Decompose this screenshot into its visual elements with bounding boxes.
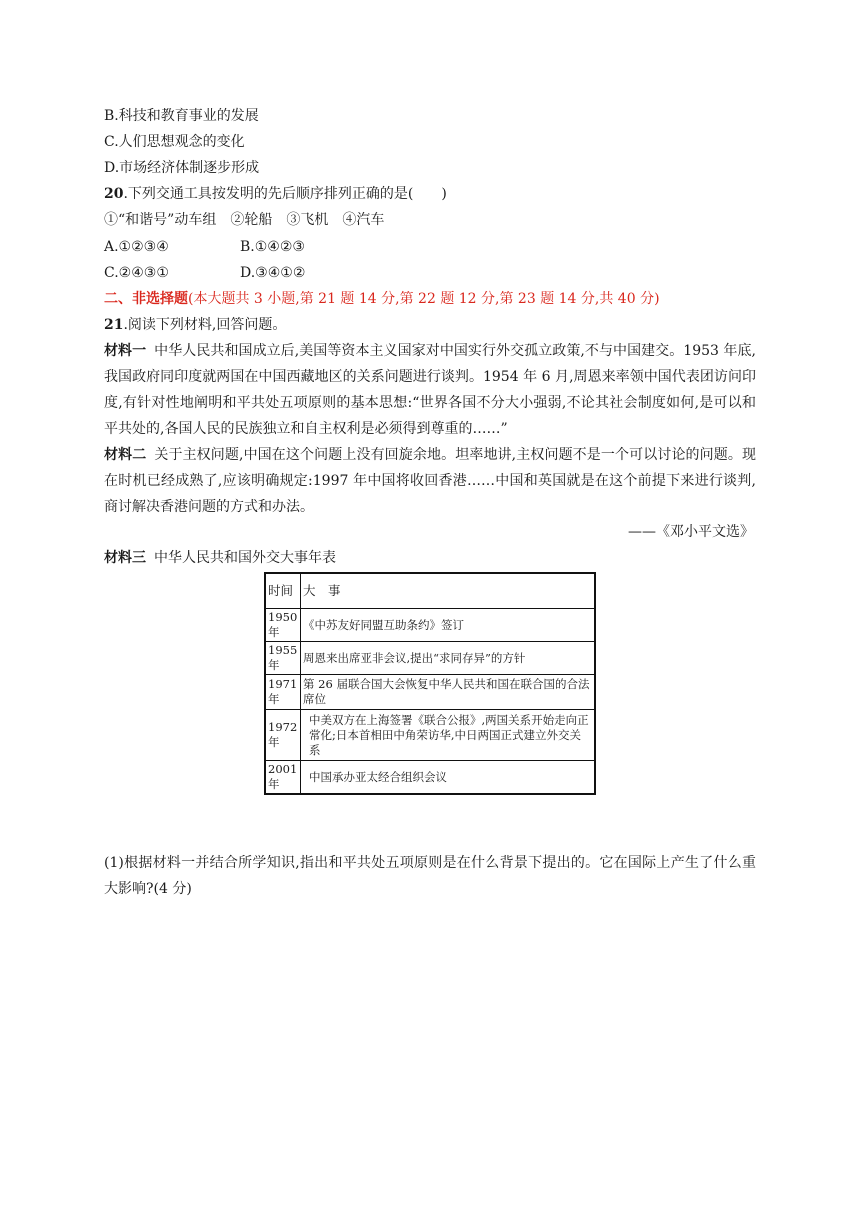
material-1-text: 中华人民共和国成立后,美国等资本主义国家对中国实行外交孤立政策,不与中国建交。1953 年底,我国政府同印度就两国在中国西藏地区的关系问题进行谈判。1954 年 6 月,周恩来率领中国代表团访问印度,有针对性地阐明和平共处五项原则的基本思想:“世界各国不分大小强弱,不论其社会制度如何,是可以和平共处的,各国人民的民族独立和自主权利是必须得到尊重的……”: [104, 343, 756, 437]
table-cell-time: 2001年: [265, 761, 301, 795]
question-20-row2: [104, 263, 306, 283]
table-cell-time: 1950年: [265, 609, 301, 642]
option-d: D.③④①②: [240, 265, 306, 281]
material-1: [104, 338, 756, 442]
option-b-prev: B.科技和教育事业的发展: [104, 108, 259, 124]
material-1-label: 材料一: [104, 343, 147, 359]
table-row: [265, 675, 595, 710]
material-2: [104, 442, 756, 520]
question-20-text: .下列交通工具按发明的先后顺序排列正确的是( ): [123, 186, 447, 202]
table-header-row: [265, 573, 595, 609]
question-20-row1: [104, 237, 305, 257]
table-header-event: 大 事: [301, 573, 596, 609]
table-row: [265, 642, 595, 675]
table-row: [265, 710, 595, 761]
question-21-subquestion-1: (1)根据材料一并结合所学知识,指出和平共处五项原则是在什么背景下提出的。它在国际上产生了什么重大影响?(4 分): [104, 855, 756, 897]
material-2-text: 关于主权问题,中国在这个问题上没有回旋余地。坦率地讲,主权问题不是一个可以讨论的问题。现在时机已经成熟了,应该明确规定:1997 年中国将收回香港……中国和英国就是在这个前提下来进行谈判,商讨解决香港问题的方式和办法。: [104, 447, 757, 515]
table-cell-event: 周恩来出席亚非会议,提出“求同存异”的方针: [301, 642, 596, 675]
option-c-prev: C.人们思想观念的变化: [104, 134, 245, 150]
option-a: A.①②③④: [104, 239, 169, 255]
section-2-heading: [104, 289, 660, 309]
question-20-number: 20: [104, 186, 124, 202]
option-b: B.①④②③: [240, 239, 305, 255]
question-20-items: ①“和谐号”动车组 ②轮船 ③飞机 ④汽车: [104, 212, 385, 228]
option-c: C.②④③①: [104, 265, 169, 281]
material-2-label: 材料二: [104, 447, 147, 463]
section-2-note: (本大题共 3 小题,第 21 题 14 分,第 22 题 12 分,第 23 题 14 分,共 40 分): [188, 291, 660, 307]
material-3-title: 中华人民共和国外交大事年表: [154, 550, 336, 566]
table-cell-time: 1971年: [265, 675, 301, 710]
option-d-prev: D.市场经济体制逐步形成: [104, 160, 260, 176]
table-cell-event: 第 26 届联合国大会恢复中华人民共和国在联合国的合法席位: [301, 675, 596, 710]
material-3-heading: [104, 548, 336, 568]
material-2-source: ——《邓小平文选》: [628, 524, 754, 540]
table-row: [265, 761, 595, 795]
table-header-time: 时间: [265, 573, 301, 609]
question-21-stem: [104, 315, 286, 335]
question-21-number: 21: [104, 317, 124, 333]
question-20-stem: [104, 184, 447, 204]
table-cell-event: 中国承办亚太经合组织会议: [301, 761, 596, 795]
question-21-text: .阅读下列材料,回答问题。: [123, 317, 287, 333]
table-cell-event: 《中苏友好同盟互助条约》签订: [301, 609, 596, 642]
table-cell-time: 1972年: [265, 710, 301, 761]
section-2-title: 二、非选择题: [104, 291, 188, 307]
table-row: [265, 609, 595, 642]
table-cell-time: 1955年: [265, 642, 301, 675]
table-cell-event: 中美双方在上海签署《联合公报》,两国关系开始走向正常化;日本首相田中角荣访华,中日两国正式建立外交关系: [301, 710, 596, 761]
material-3-label: 材料三: [104, 550, 146, 566]
diplomacy-events-table: [264, 572, 596, 795]
